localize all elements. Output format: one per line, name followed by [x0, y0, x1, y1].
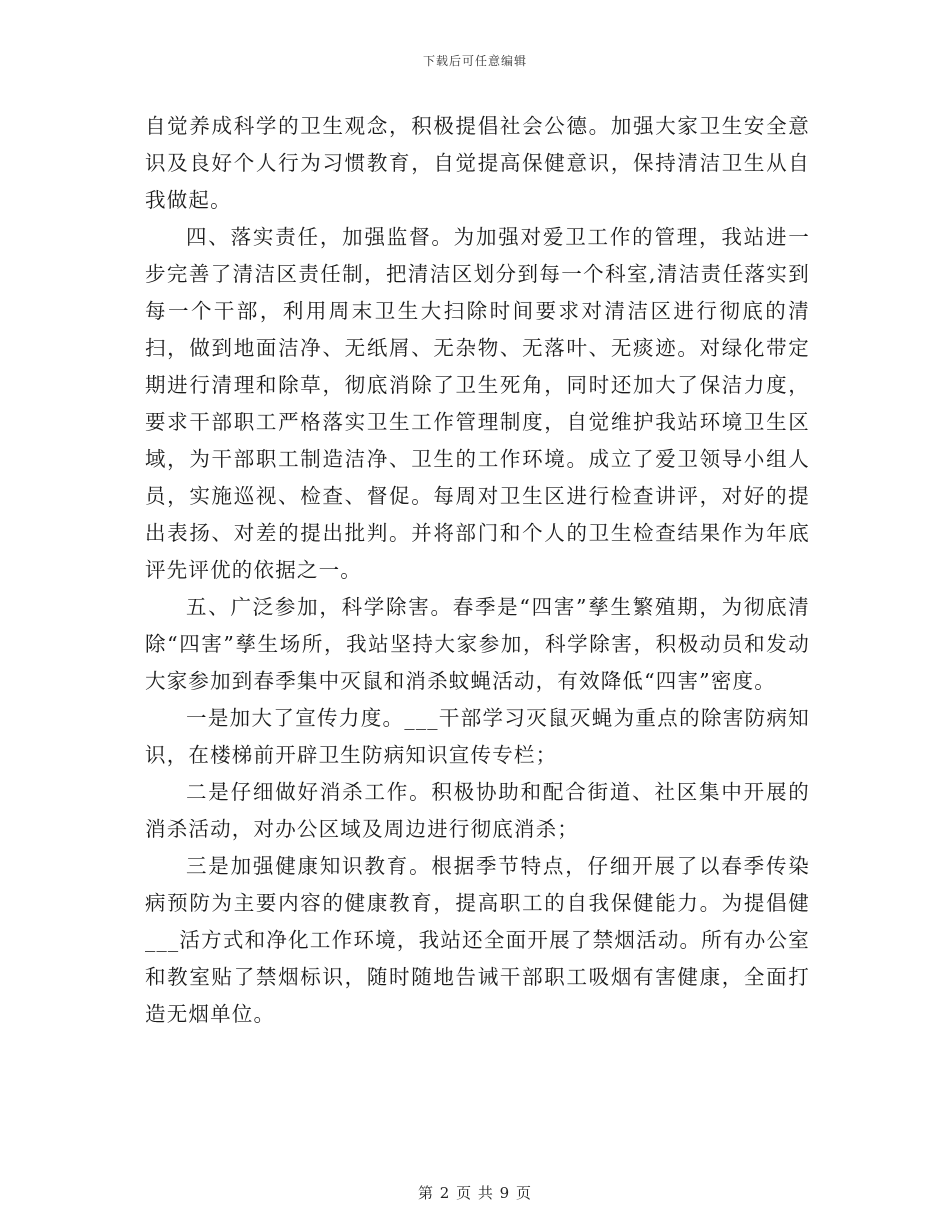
document-body — [145, 108, 810, 1033]
paragraph-section-four: 四、落实责任，加强监督。为加强对爱卫工作的管理，我站进一步完善了清洁区责任制，把清洁区划分到每一个科室,清洁责任落实到每一个干部，利用周末卫生大扫除时间要求对清洁区进行彻底的清扫，做到地面洁净、无纸屑、无杂物、无落叶、无痰迹。对绿化带定期进行清理和除草，彻底消除了卫生死角，同时还加大了保洁力度，要求干部职工严格落实卫生工作管理制度，自觉维护我站环境卫生区域，为干部职工制造洁净、卫生的工作环境。成立了爱卫领导小组人员，实施巡视、检查、督促。每周对卫生区进行检查讲评，对好的提出表扬、对差的提出批判。并将部门和个人的卫生检查结果作为年底评先评优的依据之一。 — [145, 225, 810, 582]
paragraph-item-one: 一是加大了宣传力度。___干部学习灭鼠灭蝇为重点的除害防病知识，在楼梯前开辟卫生防病知识宣传专栏； — [145, 706, 810, 767]
page-footer: 第 2 页 共 9 页 — [418, 1184, 532, 1202]
paragraph-item-two: 二是仔细做好消杀工作。积极协助和配合街道、社区集中开展的消杀活动，对办公区域及周边进行彻底消杀； — [145, 780, 810, 841]
paragraph-continued: 自觉养成科学的卫生观念，积极提倡社会公德。加强大家卫生安全意识及良好个人行为习惯教育，自觉提高保健意识，保持清洁卫生从自我做起。 — [145, 114, 810, 212]
paragraph-item-three: 三是加强健康知识教育。根据季节特点，仔细开展了以春季传染病预防为主要内容的健康教育，提高职工的自我保健能力。为提倡健___活方式和净化工作环境，我站还全面开展了禁烟活动。所有办公室和教室贴了禁烟标识，随时随地告诫干部职工吸烟有害健康，全面打造无烟单位。 — [145, 854, 810, 1026]
page-header: 下载后可任意编辑 — [422, 54, 527, 68]
paragraph-section-five: 五、广泛参加，科学除害。春季是“四害”孳生繁殖期，为彻底清除“四害”孳生场所，我站坚持大家参加，科学除害，积极动员和发动大家参加到春季集中灭鼠和消杀蚊蝇活动，有效降低“四害”密度。 — [145, 595, 810, 693]
